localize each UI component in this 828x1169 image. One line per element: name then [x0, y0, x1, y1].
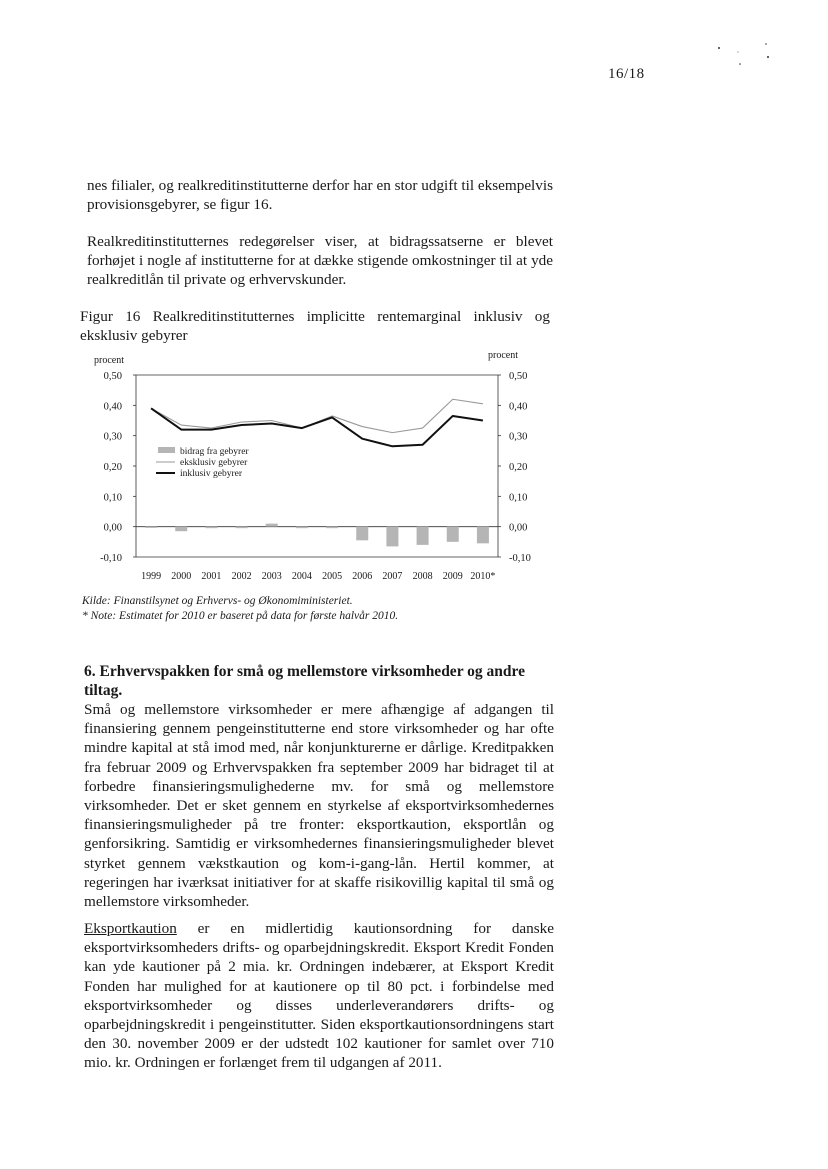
x-tick-label: 2009	[442, 571, 463, 582]
source-line: Kilde: Finanstilsynet og Erhvervs- og Økonomiministeriet.	[82, 595, 353, 607]
section-paragraph-1: Små og mellemstore virksomheder er mere afhængige af adgangen til finansiering gennem pengeinstitutterne end store virksomheder og har ofte mindre kapital at stå imod med, når konjunkturerne er dårlige. Kreditpakken fra februar 2009 og Erhvervspakken fra september 2009 har bidraget til at forbedre finansieringsmulighederne mv. for små og mellemstore virksomheder. Det er sket gennem en styrkelse af eksportvirksomhedernes finansieringsmuligheder på tre fronter: eksportkaution, eksportlån og genforsikring. Samtidig er virksomhedernes finansieringsmuligheder blevet styrket gennem vækstkaution og kom-i-gang-lån. Hertil kommer, at regeringen har iværksat initiativer for at skaffe risikovillig kapital til små og mellemstore virksomheder.	[84, 701, 554, 911]
x-tick-label: 2004	[291, 571, 312, 582]
legend-swatch-bar	[158, 447, 175, 453]
legend-label: eksklusiv gebyrer	[180, 458, 248, 468]
figure-source	[82, 594, 542, 624]
x-tick-label: 2000	[171, 571, 192, 582]
y-unit-left: procent	[94, 355, 124, 366]
fee-bar	[356, 527, 368, 541]
y-tick-label-left: -0,10	[100, 553, 122, 564]
y-tick-label-left: 0,50	[103, 371, 122, 382]
fee-bar	[205, 527, 217, 529]
paragraph-bidrag: Realkreditinstitutternes redegørelser viser, at bidragssatserne er blevet forhøjet i nogle af institutterne for at dække stigende omkostninger til at yde realkreditlån til private og erhvervskunder.	[87, 233, 553, 288]
paragraph-intro: nes filialer, og realkreditinstitutterne derfor har en stor udgift til eksempelvis provisionsgebyrer, se figur 16.	[87, 177, 553, 213]
chart-legend	[156, 446, 249, 479]
note-line: * Note: Estimatet for 2010 er baseret på data for første halvår 2010.	[82, 610, 399, 622]
y-tick-label-left: 0,30	[103, 431, 122, 443]
legend-label: inklusiv gebyrer	[180, 469, 243, 479]
eksportkaution-term: Eksportkaution	[84, 920, 177, 937]
x-tick-label: 2006	[352, 571, 373, 582]
y-tick-label-left: 0,00	[103, 522, 122, 534]
page-number: 16/18	[608, 66, 645, 82]
y-tick-label-right: 0,20	[509, 462, 528, 473]
series-line	[151, 399, 483, 432]
eksportkaution-text: er en midlertidig kautionsordning for danske eksportvirksomheders drifts- og oparbejdningskredit. Eksport Kredit Fonden kan yde kautioner på 2 mia. kr. Ordningen indebærer, at Eksport Kredit Fonden har mulighed for at kautionere op til 80 pct. i forbindelse med eksportvirksomheder og disses underleverandørers drifts- og oparbejdningskredit i pengeinstitutter. Siden eksportkautionsordningens start den 30. november 2009 er der udstedt 102 kautioner for samlet over 710 mio. kr. Ordningen er forlænget frem til udgangen af 2011.	[84, 920, 554, 1072]
fee-bar	[296, 527, 308, 529]
x-tick-label: 2005	[322, 571, 343, 582]
fee-bar	[236, 527, 248, 529]
legend-label: bidrag fra gebyrer	[180, 447, 249, 457]
x-tick-label: 2003	[261, 571, 282, 582]
y-tick-label-right: 0,00	[509, 522, 528, 534]
axis-labels	[94, 350, 531, 582]
fee-bar	[145, 527, 157, 528]
x-tick-label: 1999	[141, 571, 162, 582]
section-heading: 6. Erhvervspakken for små og mellemstore virksomheder og andre tiltag.	[84, 663, 526, 699]
y-tick-label-right: 0,30	[509, 431, 528, 443]
rentemarginal-chart	[80, 346, 531, 586]
y-tick-label-left: 0,20	[103, 462, 122, 473]
x-tick-label: 2010*	[470, 571, 496, 582]
y-tick-label-right: 0,50	[509, 371, 528, 382]
x-tick-label: 2001	[201, 571, 222, 582]
y-tick-label-left: 0,40	[103, 401, 122, 413]
fee-bar	[417, 527, 429, 545]
scan-specks	[716, 38, 776, 68]
fee-bar	[386, 527, 398, 547]
fee-bar	[477, 527, 489, 544]
y-tick-label-left: 0,10	[103, 492, 122, 504]
fee-bar	[447, 527, 459, 542]
series-lines	[151, 399, 483, 446]
y-unit-right: procent	[488, 350, 518, 361]
fee-bar	[175, 527, 187, 532]
y-tick-label-right: 0,10	[509, 492, 528, 504]
x-tick-label: 2007	[382, 571, 403, 582]
y-tick-label-right: 0,40	[509, 401, 528, 413]
figure-title: Figur 16 Realkreditinstitutternes implicitte rentemarginal inklusiv og eksklusiv gebyrer	[80, 308, 550, 344]
x-tick-label: 2008	[412, 571, 433, 582]
y-tick-label-right: -0,10	[509, 553, 531, 564]
fee-bar	[266, 524, 278, 527]
section-paragraph-2	[84, 919, 554, 1073]
fee-bar	[326, 527, 338, 529]
x-tick-label: 2002	[231, 571, 252, 582]
